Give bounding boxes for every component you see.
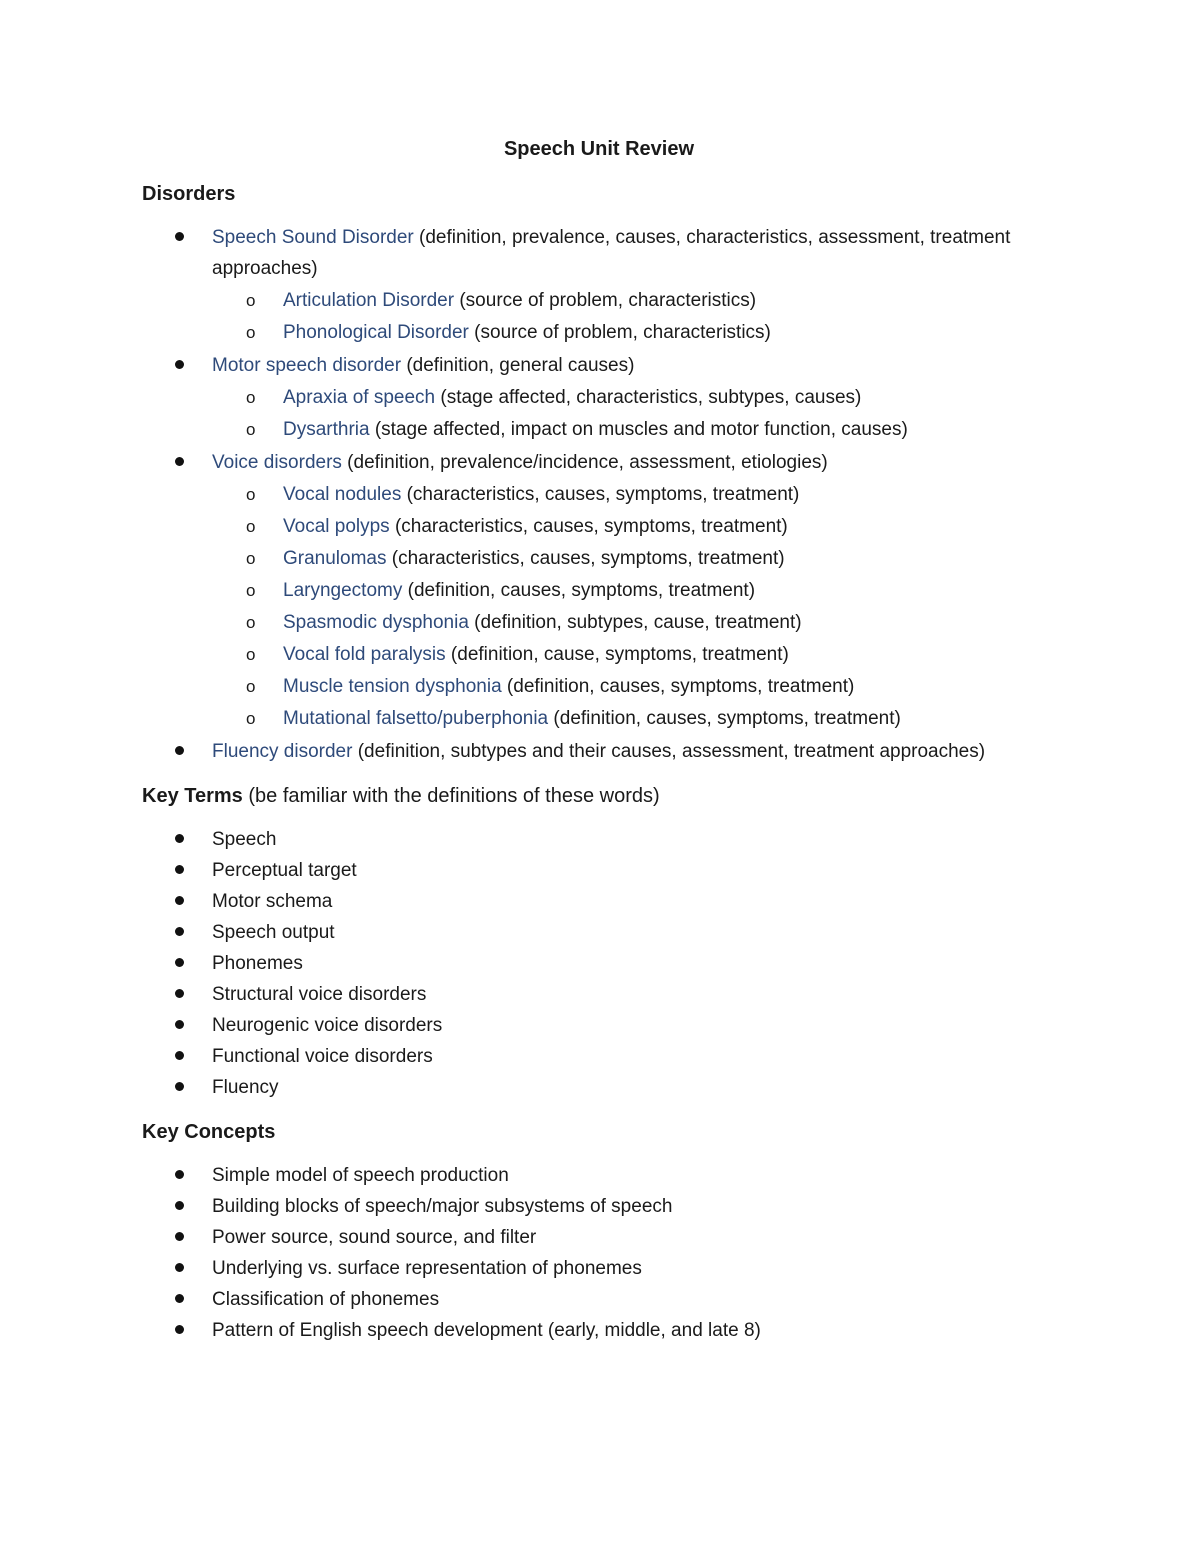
term-laryngectomy: Laryngectomy: [283, 580, 403, 601]
sublist-voice-disorders: [212, 479, 1042, 735]
detail-motor-speech-disorder: (definition, general causes): [401, 355, 635, 376]
list-item-apraxia-of-speech: [212, 382, 1042, 414]
key-term: Neurogenic voice disorders: [212, 1015, 443, 1036]
sublist-motor-speech-disorder: [212, 382, 1042, 446]
list-item: [142, 824, 1042, 855]
bullet-icon: [175, 1263, 184, 1272]
circle-bullet-icon: o: [246, 677, 256, 696]
detail-granulomas: (characteristics, causes, symptoms, treatment): [386, 548, 785, 569]
list-item-speech-sound-disorder: [142, 222, 1042, 349]
key-term: Functional voice disorders: [212, 1046, 433, 1067]
list-item: [142, 948, 1042, 979]
term-voice-disorders: Voice disorders: [212, 452, 342, 473]
detail-laryngectomy: (definition, causes, symptoms, treatment): [402, 580, 756, 601]
key-concepts-heading: [142, 1121, 1042, 1144]
term-dysarthria: Dysarthria: [283, 419, 370, 440]
page-title: Speech Unit Review: [503, 138, 695, 160]
bullet-icon: [175, 834, 184, 843]
sublist-speech-sound-disorder: [212, 285, 1042, 349]
key-concept: Pattern of English speech development (early, middle, and late 8): [212, 1320, 761, 1341]
list-item: [142, 917, 1042, 948]
term-articulation-disorder: Articulation Disorder: [283, 290, 455, 311]
key-term: Structural voice disorders: [212, 984, 427, 1005]
bullet-icon: [175, 1082, 184, 1091]
bullet-icon: [175, 1051, 184, 1060]
bullet-icon: [175, 457, 184, 466]
term-vocal-polyps: Vocal polyps: [283, 516, 390, 537]
detail-fluency-disorder: (definition, subtypes and their causes, assessment, treatment approaches): [352, 741, 986, 762]
key-concept: Power source, sound source, and filter: [212, 1227, 537, 1248]
bullet-icon: [175, 1170, 184, 1179]
detail-speech-sound-disorder: (definition, prevalence, causes, characteristics, assessment, treatment approaches): [212, 227, 1011, 279]
bullet-icon: [175, 746, 184, 755]
term-mutational-falsetto: Mutational falsetto/puberphonia: [283, 708, 549, 729]
key-terms-list: [142, 824, 1042, 1103]
key-concept: Simple model of speech production: [212, 1165, 509, 1186]
list-item-articulation-disorder: [212, 285, 1042, 317]
bullet-icon: [175, 1232, 184, 1241]
list-item: [142, 1072, 1042, 1103]
list-item-vocal-nodules: [212, 479, 1042, 511]
list-item: [142, 1041, 1042, 1072]
term-vocal-fold-paralysis: Vocal fold paralysis: [283, 644, 446, 665]
bullet-icon: [175, 989, 184, 998]
bullet-icon: [175, 1020, 184, 1029]
detail-articulation-disorder: (source of problem, characteristics): [454, 290, 757, 311]
list-item-phonological-disorder: [212, 317, 1042, 349]
key-concept: Building blocks of speech/major subsystems of speech: [212, 1196, 673, 1217]
key-concept: Underlying vs. surface representation of phonemes: [212, 1258, 642, 1279]
key-term: Perceptual target: [212, 860, 357, 881]
key-terms-heading: [142, 785, 1042, 808]
circle-bullet-icon: o: [246, 581, 256, 600]
list-item: [142, 1315, 1042, 1346]
list-item-spasmodic-dysphonia: [212, 607, 1042, 639]
list-item: [142, 1284, 1042, 1315]
term-fluency-disorder: Fluency disorder: [212, 741, 353, 762]
list-item: [142, 1191, 1042, 1222]
list-item: [142, 1010, 1042, 1041]
list-item: [142, 1222, 1042, 1253]
list-item: [142, 886, 1042, 917]
circle-bullet-icon: o: [246, 549, 256, 568]
circle-bullet-icon: o: [246, 485, 256, 504]
detail-vocal-polyps: (characteristics, causes, symptoms, treatment): [389, 516, 788, 537]
circle-bullet-icon: o: [246, 613, 256, 632]
key-terms-heading-note: (be familiar with the definitions of these words): [242, 785, 660, 807]
key-concepts-heading-text: Key Concepts: [142, 1121, 276, 1143]
detail-spasmodic-dysphonia: (definition, subtypes, cause, treatment): [468, 612, 802, 633]
list-item: [142, 1253, 1042, 1284]
key-concepts-list: [142, 1160, 1042, 1346]
detail-vocal-nodules: (characteristics, causes, symptoms, treatment): [401, 484, 800, 505]
list-item: [142, 855, 1042, 886]
key-concept: Classification of phonemes: [212, 1289, 440, 1310]
term-spasmodic-dysphonia: Spasmodic dysphonia: [283, 612, 469, 633]
circle-bullet-icon: o: [246, 420, 256, 439]
circle-bullet-icon: o: [246, 709, 256, 728]
disorders-heading-text: Disorders: [142, 183, 236, 205]
detail-apraxia-of-speech: (stage affected, characteristics, subtypes, causes): [435, 387, 862, 408]
disorders-heading: [142, 183, 1042, 206]
circle-bullet-icon: o: [246, 323, 256, 342]
list-item-mutational-falsetto: [212, 703, 1042, 735]
key-term: Phonemes: [212, 953, 303, 974]
list-item: [142, 1160, 1042, 1191]
list-item: [142, 979, 1042, 1010]
bullet-icon: [175, 1294, 184, 1303]
bullet-icon: [175, 927, 184, 936]
term-speech-sound-disorder: Speech Sound Disorder: [212, 227, 414, 248]
term-granulomas: Granulomas: [283, 548, 387, 569]
bullet-icon: [175, 360, 184, 369]
list-item-vocal-fold-paralysis: [212, 639, 1042, 671]
list-item-fluency-disorder: [142, 736, 1042, 767]
list-item-granulomas: [212, 543, 1042, 575]
disorders-list: [142, 222, 1042, 767]
term-apraxia-of-speech: Apraxia of speech: [283, 387, 436, 408]
bullet-icon: [175, 1201, 184, 1210]
list-item-dysarthria: [212, 414, 1042, 446]
list-item-laryngectomy: [212, 575, 1042, 607]
bullet-icon: [175, 958, 184, 967]
bullet-icon: [175, 1325, 184, 1334]
circle-bullet-icon: o: [246, 388, 256, 407]
term-vocal-nodules: Vocal nodules: [283, 484, 402, 505]
term-motor-speech-disorder: Motor speech disorder: [212, 355, 402, 376]
detail-vocal-fold-paralysis: (definition, cause, symptoms, treatment): [445, 644, 789, 665]
key-term: Speech output: [212, 922, 335, 943]
document-page: [142, 138, 1042, 1364]
key-terms-heading-text: Key Terms: [142, 785, 243, 807]
circle-bullet-icon: o: [246, 291, 256, 310]
circle-bullet-icon: o: [246, 517, 256, 536]
detail-muscle-tension-dysphonia: (definition, causes, symptoms, treatment): [501, 676, 855, 697]
circle-bullet-icon: o: [246, 645, 256, 664]
key-term: Fluency: [212, 1077, 279, 1098]
bullet-icon: [175, 232, 184, 241]
list-item-vocal-polyps: [212, 511, 1042, 543]
list-item-motor-speech-disorder: [142, 350, 1042, 446]
bullet-icon: [175, 896, 184, 905]
key-term: Speech: [212, 829, 277, 850]
list-item-muscle-tension-dysphonia: [212, 671, 1042, 703]
term-phonological-disorder: Phonological Disorder: [283, 322, 469, 343]
detail-dysarthria: (stage affected, impact on muscles and motor function, causes): [369, 419, 908, 440]
detail-voice-disorders: (definition, prevalence/incidence, assessment, etiologies): [341, 452, 828, 473]
detail-phonological-disorder: (source of problem, characteristics): [468, 322, 771, 343]
bullet-icon: [175, 865, 184, 874]
term-muscle-tension-dysphonia: Muscle tension dysphonia: [283, 676, 502, 697]
key-term: Motor schema: [212, 891, 333, 912]
detail-mutational-falsetto: (definition, causes, symptoms, treatment): [548, 708, 901, 729]
list-item-voice-disorders: [142, 447, 1042, 735]
